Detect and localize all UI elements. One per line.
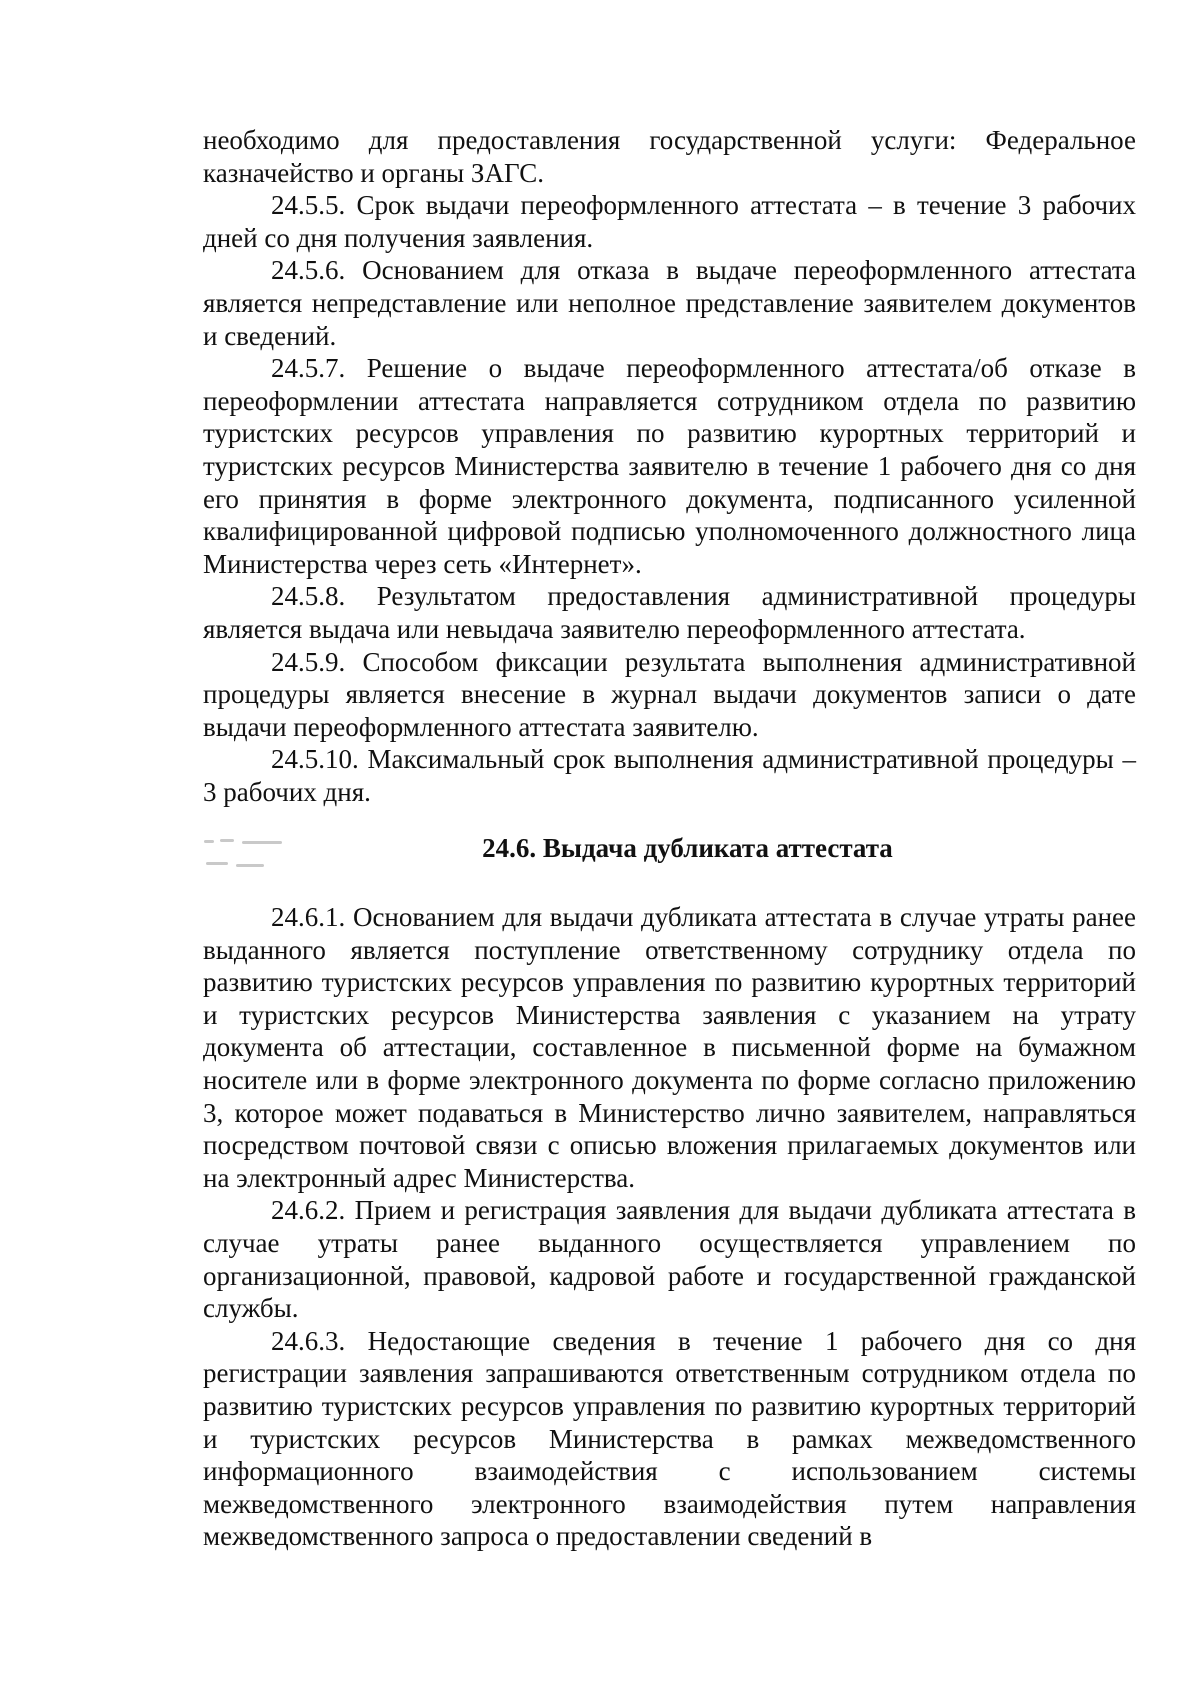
text-block-before-heading [203, 124, 1136, 808]
section-heading [203, 832, 1136, 864]
text-block-after-heading [203, 901, 1136, 1553]
paragraph-24-5-5: 24.5.5. Срок выдачи переоформленного аттестата – в течение 3 рабочих дней со дня получения заявления. [203, 190, 1136, 253]
paragraph-24-6-3: 24.6.3. Недостающие сведения в течение 1 рабочего дня со дня регистрации заявления запрашиваются ответственным сотрудником отдела по развитию туристских ресурсов управления по развитию курортных территорий и туристских ресурсов Министерства в рамках межведомственного информационного взаимодействия с использованием системы межведомственного электронного взаимодействия путем направления межведомственного запроса о предоставлении сведений в [203, 1325, 1136, 1552]
section-heading-text: 24.6. Выдача дубликата аттестата [482, 833, 893, 863]
paragraph-24-5-10: 24.5.10. Максимальный срок выполнения административной процедуры – 3 рабочих дня. [203, 744, 1136, 807]
paragraph-24-5-7: 24.5.7. Решение о выдаче переоформленного аттестата/об отказе в переоформлении аттестата направляется сотрудником отдела по развитию туристских ресурсов управления по развитию курортных территорий и туристских ресурсов Министерства заявителю в течение 1 рабочего дня со дня его принятия в форме электронного документа, подписанного усиленной квалифицированной цифровой подписью уполномоченного должностного лица Министерства через сеть «Интернет». [203, 353, 1136, 579]
paragraph-24-5-8: 24.5.8. Результатом предоставления административной процедуры является выдача или невыдача заявителю переоформленного аттестата. [203, 581, 1136, 644]
paragraph-24-5-6: 24.5.6. Основанием для отказа в выдаче переоформленного аттестата является непредставление или неполное представление заявителем документов и сведений. [203, 255, 1136, 351]
paragraph: необходимо для предоставления государственной услуги: Федеральное казначейство и органы ЗАГС. [203, 125, 1136, 188]
paragraph-24-6-1: 24.6.1. Основанием для выдачи дубликата аттестата в случае утраты ранее выданного является поступление ответственному сотруднику отдела по развитию туристских ресурсов управления по развитию курортных территорий и туристских ресурсов Министерства заявления с указанием на утрату документа об аттестации, составленное в письменной форме на бумажном носителе или в форме электронного документа по форме согласно приложению 3, которое может подаваться в Министерство лично заявителем, направляться посредством почтовой связи с описью вложения прилагаемых документов или на электронный адрес Министерства. [203, 902, 1136, 1193]
paragraph-24-6-2: 24.6.2. Прием и регистрация заявления для выдачи дубликата аттестата в случае утраты ранее выданного осуществляется управлением по организационной, правовой, кадровой работе и государственной гражданской службы. [203, 1195, 1136, 1324]
paragraph-24-5-9: 24.5.9. Способом фиксации результата выполнения административной процедуры является внесение в журнал выдачи документов записи о дате выдачи переоформленного аттестата заявителю. [203, 646, 1136, 742]
